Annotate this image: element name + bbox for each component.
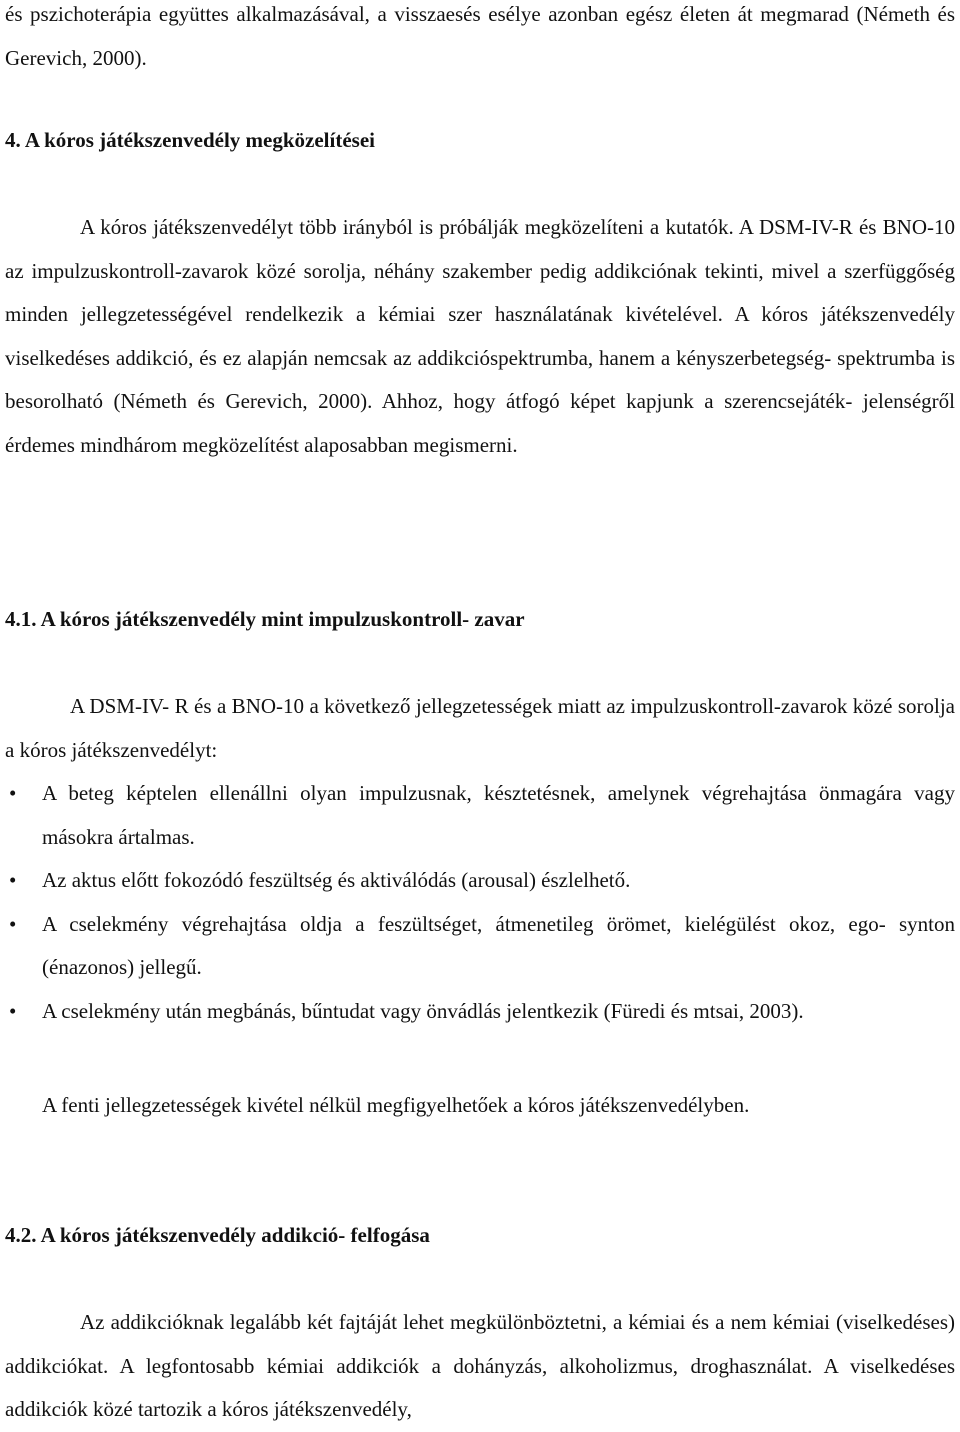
paragraph-4-2: Az addikcióknak legalább két fajtáját lehet megkülönböztetni, a kémiai és a nem kémiai (viselkedéses) addikciókat. A legfontosabb kémiai addikciók a dohányzás, alkoholizmus, droghasználat. A viselkedéses addikciók közé tartozik a kóros játékszenvedély,	[5, 1310, 955, 1421]
list-item-text: A cselekmény végrehajtása oldja a feszültséget, átmenetileg örömet, kielégülést okoz, ego- synton (énazonos) jellegű.	[42, 911, 955, 979]
list-item-text: A beteg képtelen ellenállni olyan impulzusnak, késztetésnek, amelynek végrehajtása önmagára vagy másokra ártalmas.	[42, 781, 955, 849]
section-title-4-1: 4.1. A kóros játékszenvedély mint impulzuskontroll- zavar	[5, 607, 525, 631]
list-item	[5, 859, 955, 903]
bullet-icon: •	[9, 868, 17, 892]
list-item-text: A cselekmény után megbánás, bűntudat vagy önvádlás jelentkezik (Füredi és mtsai, 2003).	[42, 998, 804, 1023]
list-summary: A fenti jellegzetességek kivétel nélkül megfigyelhetőek a kóros játékszenvedélyben.	[42, 1093, 750, 1117]
list-item-text: Az aktus előtt fokozódó feszültség és aktiválódás (arousal) észlelhető.	[42, 868, 631, 892]
criteria-list	[5, 772, 955, 1033]
list-item	[5, 990, 955, 1034]
bullet-icon: •	[9, 781, 17, 805]
paragraph-4-1: A DSM-IV- R és a BNO-10 a következő jellegzetességek miatt az impulzuskontroll-zavarok közé sorolja a kóros játékszenvedélyt:	[5, 694, 955, 762]
paragraph-continued: és pszichoterápia együttes alkalmazásával, a visszaesés esélye azonban egész életen át megmarad (Németh és Gerevich, 2000).	[5, 2, 955, 70]
list-item	[5, 903, 955, 990]
bullet-icon: •	[9, 998, 17, 1023]
section-title-4-2: 4.2. A kóros játékszenvedély addikció- felfogása	[5, 1223, 430, 1247]
section-title-4: 4. A kóros játékszenvedély megközelítései	[5, 128, 375, 152]
bullet-icon: •	[9, 911, 17, 936]
paragraph-4: A kóros játékszenvedélyt több irányból is próbálják megközelíteni a kutatók. A DSM-IV-R és BNO-10 az impulzuskontroll-zavarok közé sorolja, néhány szakember pedig addikciónak tekinti, mivel a szerfüggőség minden jellegzetességével rendelkezik a kémiai szer használatának kivételével. A kóros játékszenvedély viselkedéses addikció, és ez alapján nemcsak az addikcióspektrumba, hanem a kényszerbetegség- spektrumba is besorolható (Németh és Gerevich, 2000). Ahhoz, hogy átfogó képet kapjunk a szerencsejáték- jelenségről érdemes mindhárom megközelítést alaposabban megismerni.	[5, 215, 955, 457]
list-item	[5, 772, 955, 859]
